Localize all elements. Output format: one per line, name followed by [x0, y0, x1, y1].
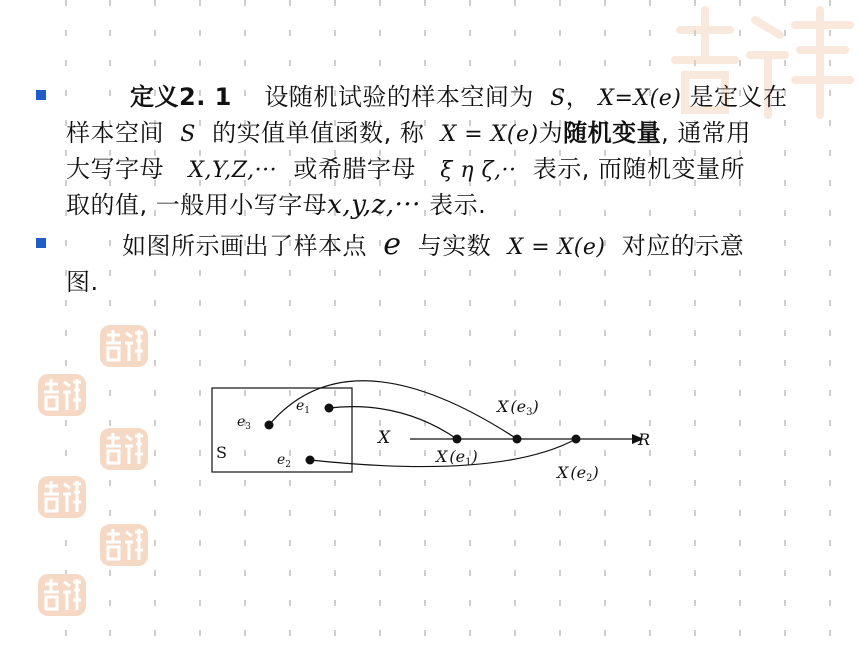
bold-term: 随机变量 — [563, 119, 662, 147]
real-line-label: R — [638, 430, 651, 449]
paragraph-line — [66, 152, 826, 188]
math-expression: X = X(e) — [440, 122, 539, 147]
text-span: 是定义在 — [689, 83, 788, 111]
definition-title: 定义2. 1 — [130, 83, 232, 111]
paragraph-line — [66, 116, 826, 152]
text-span: 为 — [538, 119, 564, 147]
text-span: , 通常用 — [661, 119, 751, 147]
text-span: 表示, 而随机变量所 — [532, 155, 745, 183]
math-expression: X = X(e) — [507, 235, 606, 260]
sample-space-label: S — [216, 443, 227, 462]
math-symbol: e — [383, 227, 402, 262]
math-expression: x,y,z,··· — [327, 190, 421, 220]
watermark-stamp — [38, 476, 86, 518]
watermark-stamp — [100, 524, 148, 566]
math-symbol: S — [180, 122, 196, 147]
text-span: 图. — [66, 268, 99, 296]
bullet-marker — [36, 238, 46, 248]
definition-paragraph — [66, 80, 826, 222]
text-span: ， — [565, 83, 591, 111]
label-e2: $e_2$ — [277, 452, 292, 470]
math-symbol: S — [550, 86, 566, 111]
text-span: 对应的示意 — [621, 232, 745, 260]
text-span: 设随机试验的样本空间为 — [264, 83, 534, 111]
text-span: 的实值单值函数, 称 — [212, 119, 425, 147]
watermark-stamp — [38, 374, 86, 416]
label-e1: $e_1$ — [296, 398, 311, 416]
watermark-stamp — [38, 574, 86, 616]
paragraph-line — [66, 80, 826, 116]
text-span: 样本空间 — [66, 119, 164, 147]
label-e3: $e_3$ — [237, 414, 252, 432]
paragraph-line — [66, 188, 826, 222]
watermark-stamp — [100, 428, 148, 470]
value-point-Xe3 — [513, 435, 522, 444]
text-span: 如图所示画出了样本点 — [122, 232, 367, 260]
label-Xe1: X (e1) — [436, 447, 478, 468]
value-point-Xe2 — [572, 435, 581, 444]
paragraph-line — [66, 265, 826, 299]
label-Xe2: X (e2) — [557, 463, 599, 484]
bullet-marker — [36, 90, 46, 100]
text-span: 或希腊字母 — [293, 155, 416, 183]
text-span: 表示. — [429, 191, 487, 219]
math-expression: X,Y,Z,··· — [188, 158, 278, 183]
label-Xe3: X (e3) — [497, 397, 539, 418]
figure-intro-paragraph — [66, 228, 826, 299]
math-expression: ξ η ζ,·· — [440, 158, 517, 183]
watermark-stamp — [100, 325, 148, 367]
value-point-Xe1 — [453, 435, 462, 444]
text-span: 取的值, 一般用小写字母 — [66, 191, 328, 219]
text-span: 大写字母 — [66, 155, 164, 183]
random-variable-diagram — [200, 360, 670, 490]
mapping-curve-e1 — [329, 407, 457, 439]
math-expression: X=X(e) — [598, 86, 682, 111]
axis-label: X — [378, 428, 391, 448]
paragraph-line — [66, 228, 826, 265]
sample-point-e2 — [306, 456, 315, 465]
text-span: 与实数 — [417, 232, 492, 260]
sample-point-e3 — [265, 421, 274, 430]
sample-point-e1 — [325, 404, 334, 413]
